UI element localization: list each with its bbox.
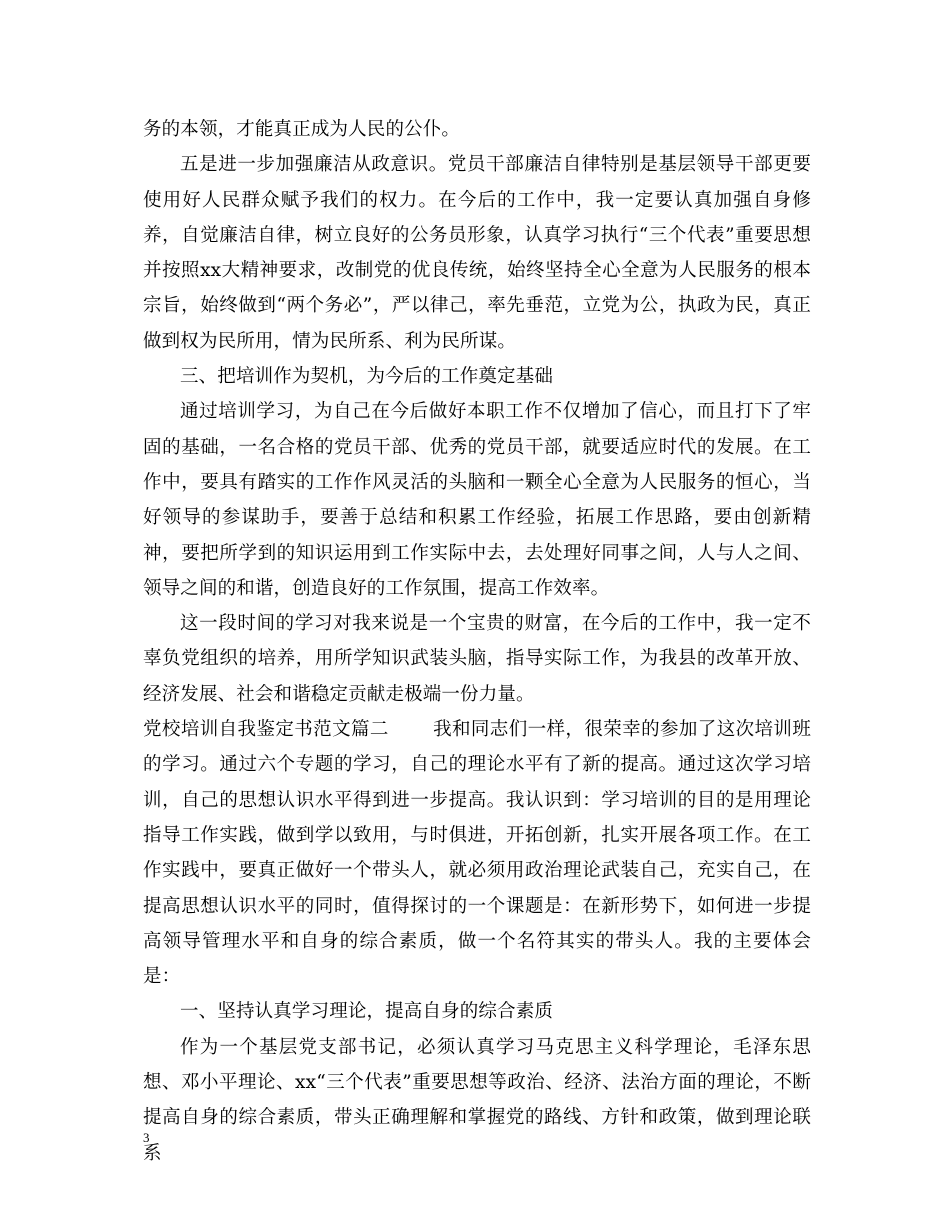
paragraph-1: 务的本领，才能真正成为人民的公仆。 xyxy=(143,119,461,140)
section-heading-3: 三、把培训作为契机，为今后的工作奠定基础 xyxy=(180,366,554,388)
paragraph-4: 通过培训学习，为自己在今后做好本职工作不仅增加了信心，而且打下了牢固的基础，一名合格的党员干部、优秀的党员干部，就要适应时代的发展。在工作中，要具有踏实的工作作风灵活的头脑和一颗全心全意为人民服务的恒心，当好领导的参谋助手，要善于总结和积累工作经验，拓展工作思路，要由创新精神，要把所学到的知识运用到工作实际中去，去处理好同事之间，人与人之间、领导之间的和谐，创造良好的工作氛围，提高工作效率。 xyxy=(143,401,811,599)
paragraph-6 xyxy=(143,712,811,994)
document-body xyxy=(143,112,811,1171)
paragraph-8: 作为一个基层党支部书记，必须认真学习马克思主义科学理论，毛泽东思想、邓小平理论、xx“三个代表”重要思想等政治、经济、法治方面的理论，不断提高自身的综合素质，带头正确理解和掌握党的路线、方针和政策，做到理论联系 xyxy=(143,1036,811,1164)
article-title: 党校培训自我鉴定书范文篇二 xyxy=(143,719,389,741)
page-number: 3 xyxy=(143,1130,150,1145)
paragraph-5: 这一段时间的学习对我来说是一个宝贵的财富，在今后的工作中，我一定不辜负党组织的培养，用所学知识武装头脑，指导实际工作，为我县的改革开放、经济发展、社会和谐稳定贡献走极端一份力量。 xyxy=(143,613,811,705)
paragraph-2: 五是进一步加强廉洁从政意识。党员干部廉洁自律特别是基层领导干部更要使用好人民群众赋予我们的权力。在今后的工作中，我一定要认真加强自身修养，自觉廉洁自律，树立良好的公务员形象，认真学习执行“三个代表”重要思想并按照xx大精神要求，改制党的优良传统，始终坚持全心全意为人民服务的根本宗旨，始终做到“两个务必”，严以律己，率先垂范，立党为公，执政为民，真正做到权为民所用，情为民所系、利为民所谋。 xyxy=(143,154,811,352)
section-heading-7: 一、坚持认真学习理论，提高自身的综合素质 xyxy=(180,1001,554,1023)
paragraph-6-body: 我和同志们一样，很荣幸的参加了这次培训班的学习。通过六个专题的学习，自己的理论水平有了新的提高。通过这次学习培训，自己的思想认识水平得到进一步提高。我认识到：学习培训的目的是用理论指导工作实践，做到学以致用，与时俱进，开拓创新，扎实开展各项工作。在工作实践中，要真正做好一个带头人，就必须用政治理论武装自己，充实自己，在提高思想认识水平的同时，值得探讨的一个课题是：在新形势下，如何进一步提高领导管理水平和自身的综合素质，做一个名符其实的带头人。我的主要体会是： xyxy=(143,719,811,988)
